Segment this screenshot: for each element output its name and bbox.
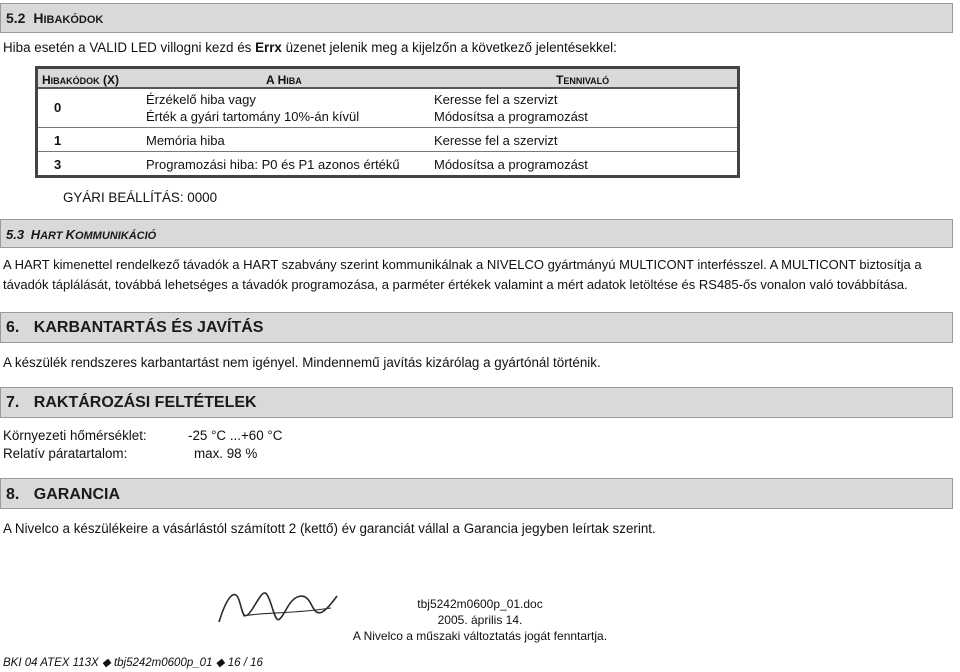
header-todo: [556, 73, 609, 87]
section-6-title: [6, 319, 263, 337]
section-8-heading: [0, 478, 953, 509]
section-6-text: A készülék rendszeres karbantartást nem igényel. Mindennemű javítás kizárólag a gyártónál történik.: [3, 355, 601, 370]
section-5-3-line-1: A HART kimenettel rendelkező távadók a HART szabvány szerint kommunikálnak a NIVELCO gyártmányú MULTICONT interfésszel. A MULTICONT biztosítja a: [3, 257, 922, 272]
section-number: 7.: [6, 394, 20, 411]
header-text: H: [277, 73, 287, 87]
section-title: RAKTÁROZÁSI FELTÉTELEK: [33, 394, 257, 411]
section-5-2-title: [6, 10, 103, 26]
header-text: H: [42, 73, 51, 87]
table-row-todo: Módosítsa a programozást: [434, 157, 588, 172]
row-divider: [38, 127, 737, 128]
header-codes: [42, 73, 119, 87]
section-number: 5.3: [6, 227, 25, 242]
title-part: ART: [40, 230, 66, 242]
table-row-error: Memória hiba: [146, 133, 225, 148]
section-5-3-heading: [0, 219, 953, 248]
section-title: GARANCIA: [33, 486, 121, 503]
table-row-todo: Módosítsa a programozást: [434, 109, 588, 124]
header-text: IBAKÓDOK: [50, 76, 100, 86]
section-5-2-heading: [0, 3, 953, 33]
section-title: KARBANTARTÁS ÉS JAVÍTÁS: [33, 319, 264, 336]
section-number: 6.: [6, 319, 20, 336]
footer-page-number: 16 / 16: [227, 657, 263, 669]
table-row-error: Programozási hiba: P0 és P1 azonos értékű: [146, 157, 400, 172]
diamond-icon: ◆: [215, 657, 225, 669]
table-row-error: Érték a gyári tartomány 10%-án kívül: [146, 109, 360, 124]
table-row-todo: Keresse fel a szervizt: [434, 133, 558, 148]
section-8-title: [6, 486, 120, 504]
footer-rights: A Nivelco a műszaki változtatás jogát fenntartja.: [352, 629, 608, 643]
table-row-code: 1: [54, 133, 62, 148]
storage-temp-value: -25 °C ...+60 °C: [188, 428, 283, 443]
section-5-3-line-2: távadók táplálását, továbbá lehetséges a távadók programozása, a parméter értékek valamint a mért adatok letöltése és RS485-ős vonalon való továbbítása.: [3, 277, 908, 292]
title-part: K: [65, 227, 75, 242]
footer-date: 2005. április 14.: [437, 613, 523, 627]
footer-doc: tbj5242m0600p_01.doc: [417, 597, 543, 611]
section-6-heading: [0, 312, 953, 343]
table-row-error: Érzékelő hiba vagy: [146, 92, 256, 107]
section-5-3-title: [6, 227, 156, 242]
footer-cert: BKI 04 ATEX 113X: [3, 657, 99, 669]
section-number: 5.2: [6, 10, 26, 26]
error-code-table: [35, 66, 740, 178]
section-8-text: A Nivelco a készülékeire a vásárlástól számított 2 (kettő) év garanciát vállal a Garancia jegyben leírtak szerint.: [3, 521, 656, 536]
footer-info: [340, 596, 620, 644]
table-header: [38, 69, 737, 89]
table-row-todo: Keresse fel a szervizt: [434, 92, 558, 107]
diamond-icon: ◆: [101, 657, 111, 669]
footer-docname: tbj5242m0600p_01: [113, 657, 213, 669]
section-5-2-intro: [3, 40, 617, 55]
header-text: (X): [99, 73, 120, 87]
section-number: 8.: [6, 486, 20, 503]
intro-text-end: üzenet jelenik meg a kijelzőn a következő jelentésekkel:: [281, 40, 617, 55]
title-part: H: [30, 227, 41, 242]
header-text: IBA: [286, 76, 302, 86]
intro-bold: Errx: [255, 40, 282, 55]
signature-image: [213, 578, 343, 634]
storage-temp-label: Környezeti hőmérséklet:: [3, 428, 147, 443]
title-part: OMMUNIKÁCIÓ: [74, 230, 157, 242]
header-text: T: [556, 73, 564, 87]
storage-humidity-value: max. 98 %: [194, 446, 258, 461]
footer-page-line: [3, 655, 263, 669]
factory-default: GYÁRI BEÁLLÍTÁS: 0000: [63, 190, 218, 205]
title-rest: IBAKÓDOK: [43, 14, 104, 26]
section-7-heading: [0, 387, 953, 418]
storage-humidity-label: Relatív páratartalom:: [3, 446, 128, 461]
row-divider: [38, 151, 737, 152]
table-row-code: 0: [54, 100, 62, 115]
header-error: [266, 73, 302, 87]
title-first-letter: H: [33, 10, 44, 26]
intro-text: Hiba esetén a VALID LED villogni kezd és: [3, 40, 256, 55]
table-row-code: 3: [54, 157, 62, 172]
header-text: ENNIVALÓ: [563, 76, 610, 86]
section-7-title: [6, 394, 257, 412]
header-text: A: [266, 73, 278, 87]
